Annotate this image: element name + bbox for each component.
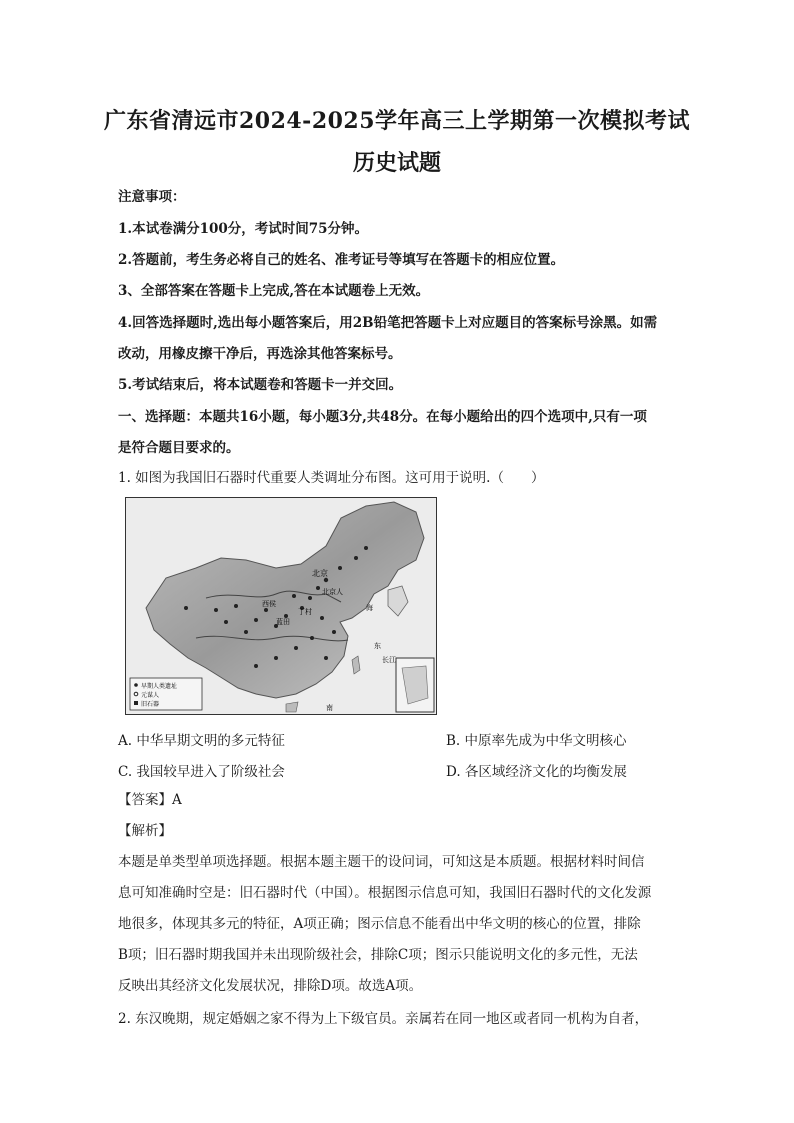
notice-heading: 注意事项： (118, 189, 186, 205)
legend-item-paleolithic: 旧石器 (141, 701, 160, 708)
map-label-dingcun: 丁村 (298, 608, 312, 616)
notice-item-4: 4.回答选择题时,选出每小题答案后，用2B铅笔把答题卡上对应题目的答案标号涂黑。如需 (118, 315, 658, 331)
option-a: A. 中华早期文明的多元特征 (118, 733, 285, 749)
answer-label: 【答案】A (118, 792, 182, 808)
notice-item-3: 3、全部答案在答题卡上完成,答在本试题卷上无效。 (118, 283, 430, 299)
map-graphic (126, 498, 436, 714)
map-label-xihou: 西侯 (262, 600, 276, 608)
map-label-east: 东 (374, 642, 381, 650)
paleolithic-sites-map (125, 497, 437, 715)
hainan-island (286, 702, 298, 712)
exam-title: 广东省清远市2024-2025学年高三上学期第一次模拟考试 (103, 108, 691, 134)
map-label-yellow-sea: 海 (366, 604, 373, 612)
notice-item-1: 1.本试卷满分100分，考试时间75分钟。 (118, 221, 369, 237)
option-d: D. 各区域经济文化的均衡发展 (446, 764, 627, 780)
analysis-line-2: 息可知准确时空是：旧石器时代（中国）。根据图示信息可知，我国旧石器时代的文化发源 (118, 885, 652, 901)
section-heading-cont: 是符合题目要求的。 (118, 440, 240, 456)
analysis-line-4: B项；旧石器时期我国并未出现阶级社会，排除C项；图示只能说明文化的多元性，无法 (118, 947, 638, 963)
analysis-line-5: 反映出其经济文化发展状况，排除D项。故选A项。 (118, 978, 423, 994)
notice-item-2: 2.答题前，考生务必将自己的姓名、准考证号等填写在答题卡的相应位置。 (118, 252, 565, 268)
analysis-line-1: 本题是单类型单项选择题。根据本题主题干的设问词，可知这是本质题。根据材料时间信 (118, 854, 645, 870)
legend-item-sites: 早期人类遗址 (141, 683, 178, 690)
notice-item-4-cont: 改动，用橡皮擦干净后，再选涂其他答案标号。 (118, 346, 402, 362)
map-label-beijing: 北京 (312, 569, 328, 578)
map-label-changjiang: 长江 (382, 656, 396, 664)
option-c: C. 我国较早进入了阶级社会 (118, 764, 285, 780)
question-1-stem: 1. 如图为我国旧石器时代重要人类调址分布图。这可用于说明.（ ） (118, 470, 545, 486)
map-label-peking-man: 北京人 (322, 588, 343, 596)
option-b: B. 中原率先成为中华文明核心 (446, 733, 627, 749)
analysis-heading: 【解析】 (118, 823, 172, 839)
legend-item-yuanmou: 元谋人 (141, 692, 160, 699)
map-label-lantian: 蓝田 (276, 618, 290, 626)
question-2-stem: 2. 东汉晚期，规定婚姻之家不得为上下级官员。亲属若在同一地区或者同一机构为自者， (118, 1011, 649, 1027)
notice-item-5: 5.考试结束后，将本试题卷和答题卡一并交回。 (118, 377, 403, 393)
analysis-line-3: 地很多，体现其多元的特征，A项正确；图示信息不能看出中华文明的核心的位置，排除 (118, 916, 641, 932)
map-label-south: 南 (326, 704, 333, 712)
exam-subtitle: 历史试题 (352, 150, 441, 176)
section-heading: 一、选择题：本题共16小题，每小题3分,共48分。在每小题给出的四个选项中,只有一项 (118, 409, 647, 425)
